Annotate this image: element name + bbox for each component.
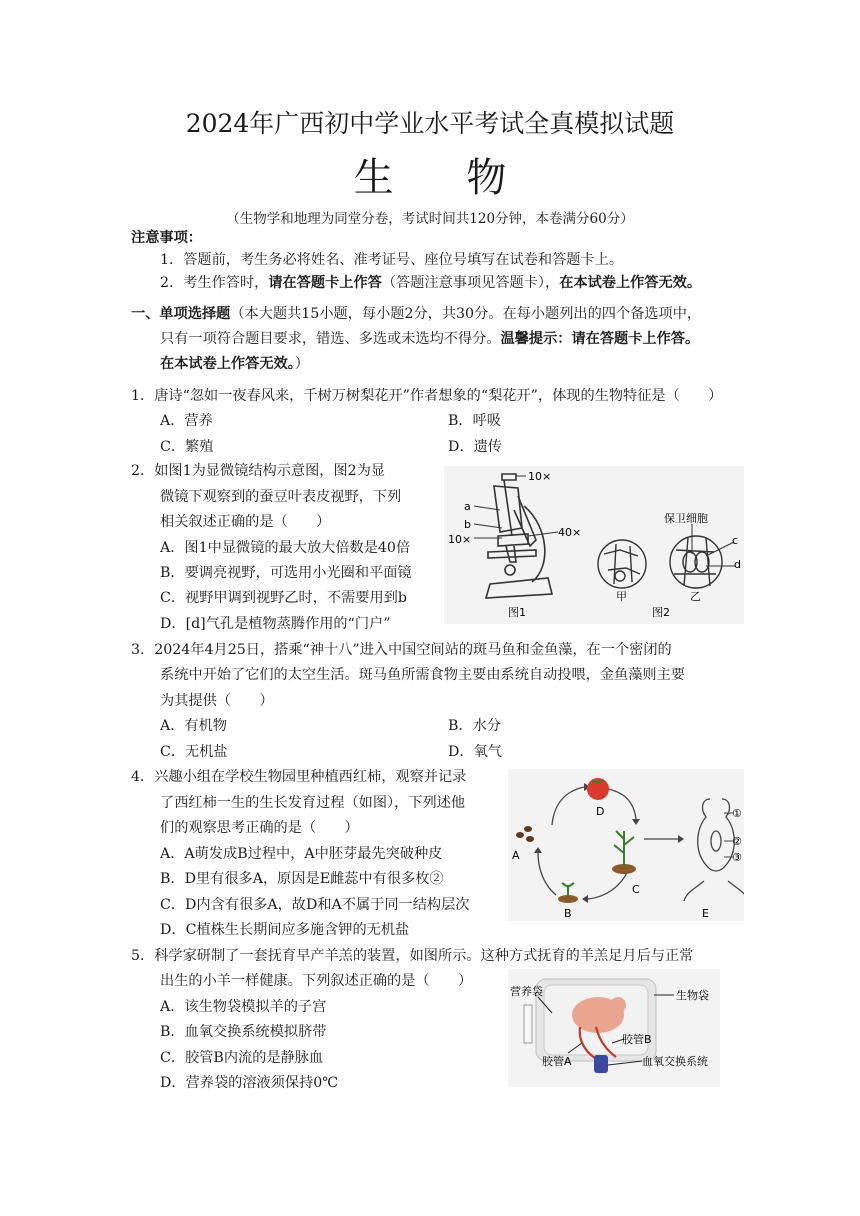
q2-option-a: A．图1中显微镜的最大放大倍数是40倍	[160, 540, 411, 556]
fig-label-d: d	[734, 558, 741, 571]
notice-heading: 注意事项：	[131, 230, 202, 246]
q4-option-a: A．A萌发成B过程中，A中胚芽最先突破种皮	[160, 846, 443, 862]
exam-subtitle: （生物学和地理为同堂分卷，考试时间共120分钟，本卷满分60分）	[226, 211, 634, 227]
q5-stem-line-2: 出生的小羊一样健康。下列叙述正确的是（ ）	[160, 973, 473, 989]
fig-label-exchange-system: 血氧交换系统	[642, 1055, 708, 1068]
notice-item-2	[160, 274, 701, 292]
seed-icon	[516, 832, 524, 838]
artificial-womb-diagram	[508, 969, 720, 1087]
artificial-womb-figure	[508, 969, 720, 1087]
fig-label-B: B	[564, 907, 572, 920]
q1-option-a: A．营养	[160, 413, 213, 429]
q5-option-a: A．该生物袋模拟羊的子宫	[160, 999, 327, 1015]
fig-label-b: b	[464, 518, 471, 531]
section1-line-2	[160, 330, 699, 348]
q1-option-b: B．呼吸	[448, 413, 501, 429]
section1-heading: 一、单项选择题	[131, 306, 231, 322]
section1-line-3	[160, 355, 309, 373]
fig-label-A: A	[512, 849, 520, 862]
fig-label-a: a	[464, 500, 471, 513]
q4-option-c: C．D内含有很多A，故D和A不属于同一结构层次	[160, 897, 470, 913]
q2-option-c: C．视野甲调到视野乙时，不需要用到b	[160, 590, 407, 606]
fig-label-3: ③	[732, 851, 742, 864]
section1-close: ）	[294, 356, 309, 372]
q4-stem-line-2: 了西红柿一生的生长发育过程（如图），下列述他	[160, 795, 466, 811]
seedling-icon	[562, 883, 574, 897]
fig-label-2: ②	[732, 835, 742, 848]
fig-label-tube-a: 胶管A	[542, 1055, 572, 1068]
fig-label-E: E	[702, 907, 709, 920]
fig-label-bio-bag: 生物袋	[676, 989, 709, 1002]
q2-option-b: B．要调亮视野，可选用小光圈和平面镜	[160, 565, 412, 581]
q3-option-b: B．水分	[448, 718, 501, 734]
q2-option-d: D．[d]气孔是植物蒸腾作用的“门户”	[160, 616, 391, 632]
subject-title: 生 物	[353, 155, 537, 201]
notice-item-2-part-c: （答题注意事项见答题卡），	[381, 275, 560, 291]
fig-label-yi: 乙	[690, 590, 701, 603]
q4-option-b: B．D里有很多A，原因是E雌蕊中有很多枚②	[160, 871, 444, 887]
q3-option-d: D．氧气	[448, 744, 502, 760]
q3-stem-line-3: 为其提供（ ）	[160, 693, 274, 709]
tomato-life-cycle-figure	[508, 769, 744, 921]
cycle-arrows	[538, 787, 678, 899]
q5-option-c: C．胶管B内流的是静脉血	[160, 1050, 324, 1066]
q5-option-b: B．血氧交换系统模拟脐带	[160, 1024, 327, 1040]
q4-option-d: D．C植株生长期间应多施含钾的无机盐	[160, 922, 410, 938]
fig-label-guard-cell: 保卫细胞	[664, 512, 708, 525]
tomato-life-cycle-diagram	[508, 769, 744, 921]
fig-label-nutrient-bag: 营养袋	[510, 985, 543, 998]
notice-item-2-part-a: 2．考生作答时，	[160, 275, 269, 291]
fig-label-objective-right: 40×	[558, 526, 582, 539]
section1-invalid: 在本试卷上作答无效。	[160, 356, 295, 372]
plant-icon	[614, 831, 634, 867]
fig-label-fig1: 图1	[508, 606, 526, 619]
oxygenator-icon	[594, 1055, 608, 1073]
notice-item-2-part-b: 请在答题卡上作答	[268, 275, 382, 291]
fig-label-c: c	[732, 534, 739, 547]
microscope-drawing	[486, 474, 552, 598]
fig-label-C: C	[632, 883, 640, 896]
section1-tip: 温馨提示：请在答题卡上作答。	[500, 331, 700, 347]
notice-item-1: 1．答题前，考生务必将姓名、准考证号、座位号填写在试卷和答题卡上。	[160, 252, 624, 268]
q3-option-a: A．有机物	[160, 718, 227, 734]
section1-rule: 只有一项符合题目要求，错选、多选或未选均不得分。	[160, 331, 501, 347]
exam-title: 2024年广西初中学业水平考试全真模拟试题	[185, 109, 675, 138]
q2-stem-line-1: 2．如图1为显微镜结构示意图，图2为显	[131, 463, 386, 479]
fig-label-tube-b: 胶管B	[622, 1033, 652, 1046]
fig-label-top-eyepiece: 10×	[528, 470, 552, 483]
q5-option-d: D．营养袋的溶液须保持0℃	[160, 1075, 339, 1091]
fig-label-jia: 甲	[616, 590, 627, 603]
microscope-figure	[444, 466, 744, 624]
fig-label-fig2: 图2	[652, 606, 670, 619]
fig-label-D: D	[596, 805, 605, 818]
q2-stem-line-3: 相关叙述正确的是（ ）	[160, 514, 331, 530]
fig-label-objective-left: 10×	[448, 533, 472, 546]
notice-item-2-part-d: 在本试卷上作答无效。	[559, 275, 702, 291]
q4-stem-line-1: 4．兴趣小组在学校生物园里种植西红柿，观察并记录	[131, 769, 467, 785]
microscope-diagram	[444, 466, 744, 624]
section1-intro: （本大题共15小题，每小题2分，共30分。在每小题列出的四个备选项中，	[230, 306, 702, 322]
q1-option-d: D．遗传	[448, 439, 502, 455]
tomato-fruit-icon	[587, 778, 609, 800]
q1-stem: 1．唐诗“忽如一夜春风来，千树万树梨花开”作者想象的“梨花开”，体现的生物特征是（ ）	[131, 388, 723, 404]
fig-label-1: ①	[732, 807, 742, 820]
q3-option-c: C．无机盐	[160, 744, 228, 760]
field-of-view-drawing	[598, 536, 722, 588]
q1-option-c: C．繁殖	[160, 439, 214, 455]
q4-stem-line-3: 们的观察思考正确的是（ ）	[160, 820, 359, 836]
q2-stem-line-2: 微镜下观察到的蚕豆叶表皮视野，下列	[160, 489, 402, 505]
q3-stem-line-1: 3．2024年4月25日，搭乘“神十八”进入中国空间站的斑马鱼和金鱼藻，在一个密闭的	[131, 642, 672, 658]
q3-stem-line-2: 系统中开始了它们的太空生活。斑马鱼所需食物主要由系统自动投喂，金鱼藻则主要	[160, 667, 685, 683]
q5-stem-line-1: 5．科学家研制了一套抚育早产羊羔的装置，如图所示。这种方式抚育的羊羔足月后与正常	[131, 948, 694, 964]
section1-line-1	[131, 305, 701, 323]
